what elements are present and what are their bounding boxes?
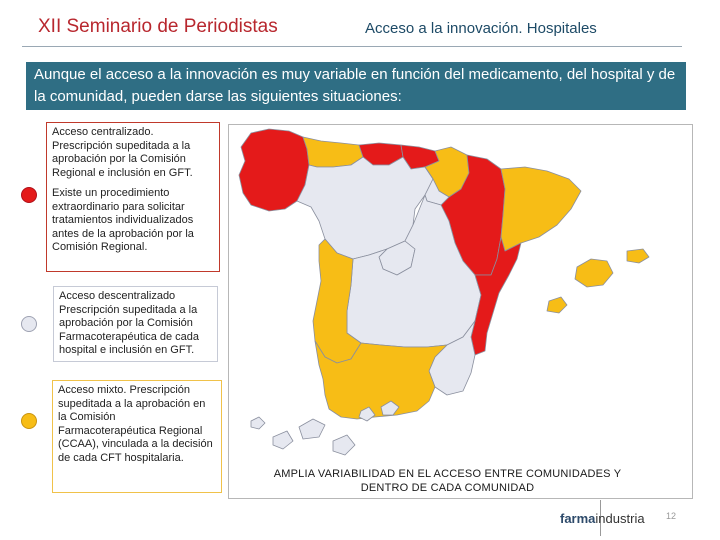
region-cataluna: [501, 167, 581, 251]
region-baleares: [575, 259, 613, 287]
intro-banner: Aunque el acceso a la innovación es muy variable en función del medicamento, del hospital y de la comunidad, pueden darse las siguientes situaciones:: [26, 62, 686, 110]
legend-extraordinary-text: Existe un procedimiento extraordinario para solicitar tratamientos individualizados antes de la aprobación por la Comisión Regional.: [52, 187, 194, 253]
legend-centralized-text: Acceso centralizado. Prescripción supeditada a la aprobación por la Comisión Regional e inclusión en GFT.: [52, 126, 193, 179]
legend-centralized-box: [46, 122, 220, 272]
region-baleares-menorca: [627, 249, 649, 263]
legend-yellow-dot: [21, 413, 37, 429]
region-baleares-ibiza: [547, 297, 567, 313]
map-caption-line1: AMPLIA VARIABILIDAD EN EL ACCESO ENTRE COMUNIDADES Y: [273, 468, 622, 480]
region-canarias-2: [273, 431, 293, 449]
region-canarias-3: [299, 419, 325, 439]
legend-mixed-box: [52, 380, 222, 493]
logo-bold-text: farma: [560, 511, 596, 526]
legend-decentralized-text: Acceso descentralizado Prescripción supeditada a la aprobación por la Comisión Farmacoterapéutica de cada hospital e inclusión en GFT.: [59, 290, 200, 356]
legend-grey-dot: [21, 316, 37, 332]
region-canarias-1: [251, 417, 265, 429]
logo-rest-text: industria: [595, 511, 645, 526]
spain-map: [229, 125, 692, 498]
map-caption: [250, 467, 645, 495]
slide-title: Acceso a la innovación. Hospitales: [365, 20, 597, 37]
region-canarias-4: [333, 435, 355, 455]
spain-map-frame: [228, 124, 693, 499]
farmaindustria-logo: [560, 511, 645, 526]
header-divider: [22, 46, 682, 47]
map-caption-line2: DENTRO DE CADA COMUNIDAD: [360, 482, 535, 494]
legend-decentralized-box: [53, 286, 218, 362]
seminar-title: XII Seminario de Periodistas: [38, 16, 278, 37]
legend-red-dot: [21, 187, 37, 203]
region-asturias: [303, 137, 363, 167]
page-number: 12: [666, 511, 677, 521]
legend-mixed-text: Acceso mixto. Prescripción supeditada a la aprobación en la Comisión Farmacoterapéutica Regional (CCAA), vinculada a la decisión de cada CFT hospitalaria.: [58, 384, 213, 464]
